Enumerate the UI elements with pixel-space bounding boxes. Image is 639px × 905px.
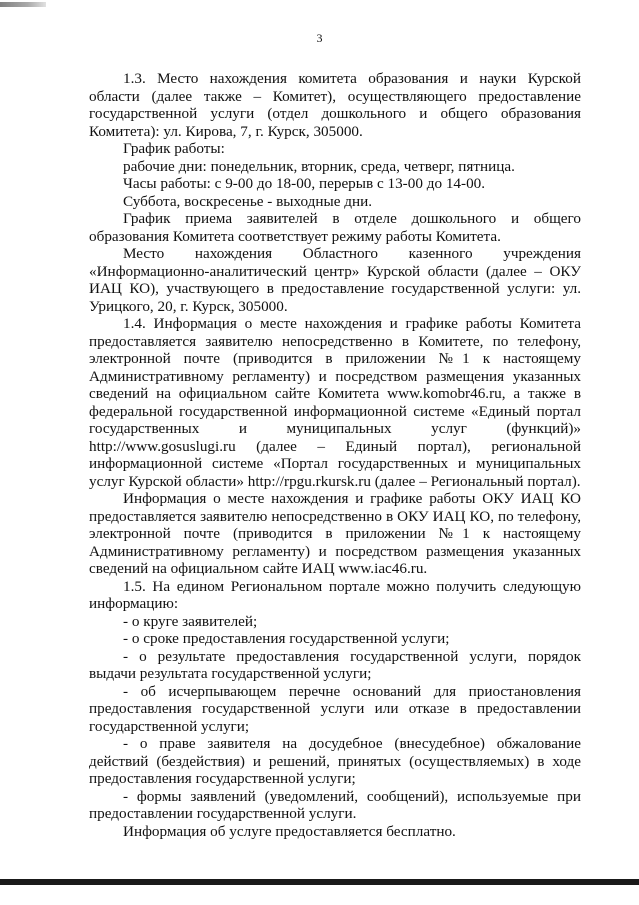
paragraph: 1.5. На едином Региональном портале можно получить следующую информацию: — [89, 577, 581, 612]
page-number: 3 — [316, 31, 323, 45]
scan-artifact — [0, 2, 46, 7]
paragraph: - о результате предоставления государственной услуги, порядок выдачи результата государственной услуги; — [89, 647, 581, 682]
paragraph: Место нахождения Областного казенного учреждения «Информационно-аналитический центр» Курской области (далее – ОКУ ИАЦ КО), участвующего в предоставление государственной услуги: ул. Урицкого, 20, г. Курск, 305000. — [89, 245, 581, 315]
paragraph: - об исчерпывающем перечне оснований для приостановления предоставления государственной услуги или отказе в предоставлении государственной услуги; — [89, 682, 581, 735]
paragraph: рабочие дни: понедельник, вторник, среда, четверг, пятница. — [123, 157, 515, 175]
paragraph: 1.3. Место нахождения комитета образования и науки Курской области (далее также – Комитет), осуществляющего предоставление государственной услуги (отдел дошкольного и общего образования Комитета): ул. Кирова, 7, г. Курск, 305000. — [89, 70, 581, 140]
paragraph: - о сроке предоставления государственной услуги; — [123, 630, 450, 647]
paragraph: - о круге заявителей; — [123, 612, 258, 630]
paragraph: - формы заявлений (уведомлений, сообщений), используемые при предоставлении государственной услуги. — [89, 787, 581, 822]
paragraph: - о праве заявителя на досудебное (внесудебное) обжалование действий (бездействия) и решений, принятых (осуществляемых) в ходе предоставления государственной услуги; — [89, 735, 581, 787]
paragraph: График работы: — [123, 140, 225, 157]
scan-bottom-edge — [0, 879, 639, 885]
paragraph: Информация об услуге предоставляется бесплатно. — [123, 822, 456, 840]
paragraph: 1.4. Информация о месте нахождения и графике работы Комитета предоставляется заявителю непосредственно в Комитете, по телефону, электронной почте (приводится в приложении №1 к настоящему Административному регламенту) и посредством размещения указанных сведений на официальном сайте Комитета www.komobr46.ru, а также в федеральной государственной информационной системе «Единый портал государственных и муниципальных услуг (функций)» http://www.gosuslugi.ru (далее – Единый портал), региональной информационной системе «Портал государственных и муниципальных услуг Курской области» http://rpgu.rkursk.ru (далее – Региональный портал). — [89, 315, 581, 490]
paragraph: Информация о месте нахождения и графике работы ОКУ ИАЦ КО предоставляется заявителю непосредственно в ОКУ ИАЦ КО, по телефону, электронной почте (приводится в приложении №1 к настоящему Административному регламенту) и посредством размещения указанных сведений на официальном сайте ИАЦ www.iac46.ru. — [89, 490, 581, 577]
paragraph: Часы работы: с 9-00 до 18-00, перерыв с 13-00 до 14-00. — [123, 175, 486, 192]
paragraph: Суббота, воскресенье - выходные дни. — [123, 192, 373, 210]
document-body — [89, 70, 581, 840]
paragraph: График приема заявителей в отделе дошкольного и общего образования Комитета соответствует режиму работы Комитета. — [89, 210, 581, 245]
